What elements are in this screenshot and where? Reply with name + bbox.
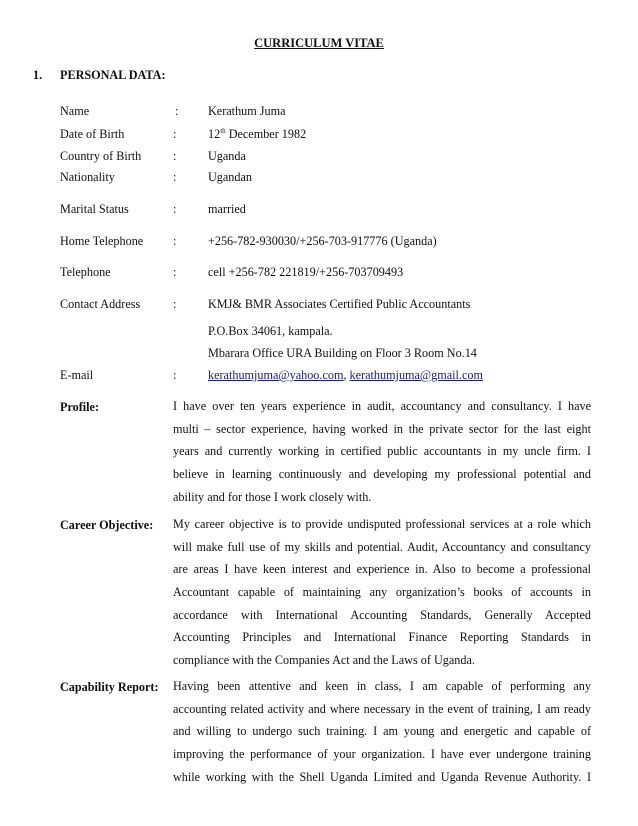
contact-address-line: Mbarara Office URA Building on Floor 3 Room No.14 bbox=[208, 346, 477, 360]
document-title: CURRICULUM VITAE bbox=[254, 36, 384, 50]
dob-label: Date of Birth bbox=[60, 127, 125, 141]
career-objective-heading: Career Objective: bbox=[60, 518, 154, 532]
email-link-gmail[interactable]: kerathumjuma@gmail.com bbox=[349, 368, 483, 382]
nationality-colon: : bbox=[173, 170, 177, 184]
career-line: Accountant capable of maintaining any organization’s books of accounts in bbox=[173, 585, 591, 600]
email-colon: : bbox=[173, 368, 177, 382]
contact-address-line: P.O.Box 34061, kampala. bbox=[208, 324, 333, 338]
contact-address-colon: : bbox=[173, 297, 177, 311]
section-number: 1. bbox=[33, 68, 43, 82]
telephone-label: Telephone bbox=[60, 265, 111, 279]
home-telephone-value: +256-782-930030/+256-703-917776 (Uganda) bbox=[208, 234, 437, 248]
telephone-colon: : bbox=[173, 265, 177, 279]
dob-suffix: th bbox=[220, 127, 226, 135]
capability-report-paragraph bbox=[173, 675, 591, 788]
telephone-value: cell +256-782 221819/+256-703709493 bbox=[208, 265, 404, 279]
capability-line: Having been attentive and keen in class, I am capable of performing any bbox=[173, 679, 591, 693]
career-line: compliance with the Companies Act and the Laws of Uganda. bbox=[173, 653, 475, 668]
home-telephone-label: Home Telephone bbox=[60, 234, 144, 248]
capability-line: improving the performance of your organization. I have ever undergone training bbox=[173, 747, 591, 762]
career-line: will make full use of my skills and potential. Audit, Accountancy and consultancy bbox=[173, 539, 591, 554]
email-label: E-mail bbox=[60, 368, 94, 382]
marital-value: married bbox=[208, 202, 246, 216]
profile-line: ability and for those I work closely with. bbox=[173, 489, 372, 504]
email-link-yahoo[interactable]: kerathumjuma@yahoo.com bbox=[208, 368, 344, 382]
country-colon: : bbox=[173, 149, 177, 163]
profile-line: multi – sector experience, having worked in the private sector for the last eight bbox=[173, 421, 591, 436]
email-value bbox=[208, 368, 483, 383]
name-colon: : bbox=[175, 104, 179, 118]
career-line: accordance with International Accounting Standards, Generally Accepted bbox=[173, 607, 591, 622]
profile-line: believe in learning continuously and developing my professional potential and bbox=[173, 467, 591, 482]
marital-colon: : bbox=[173, 202, 177, 216]
contact-address-label: Contact Address bbox=[60, 297, 141, 311]
email-separator: , bbox=[343, 368, 350, 382]
dob-day: 12 bbox=[208, 127, 221, 141]
career-line: My career objective is to provide undisputed professional services at a role which bbox=[173, 517, 591, 531]
home-telephone-colon: : bbox=[173, 234, 177, 248]
profile-line: I have over ten years experience in audit, accountancy and consultancy. I have bbox=[173, 399, 591, 413]
contact-address-line: KMJ& BMR Associates Certified Public Accountants bbox=[208, 297, 471, 311]
career-line: Accounting Principles and International Finance Reporting Standards in bbox=[173, 630, 591, 645]
capability-report-heading: Capability Report: bbox=[60, 680, 159, 694]
name-value: Kerathum Juma bbox=[208, 104, 286, 118]
country-value: Uganda bbox=[208, 149, 246, 163]
capability-line: accounting related activity and where necessary in the event of training, I am ready bbox=[173, 701, 591, 716]
profile-paragraph bbox=[173, 395, 591, 508]
career-objective-paragraph bbox=[173, 513, 591, 672]
country-label: Country of Birth bbox=[60, 149, 142, 163]
marital-label: Marital Status bbox=[60, 202, 129, 216]
nationality-label: Nationality bbox=[60, 170, 115, 184]
capability-line: while working with the Shell Uganda Limited and Uganda Revenue Authority. I bbox=[173, 769, 591, 784]
dob-value bbox=[208, 127, 306, 142]
name-label: Name bbox=[60, 104, 90, 118]
profile-heading: Profile: bbox=[60, 400, 100, 414]
career-line: are areas I have keen interest and experience in. Also to become a professional bbox=[173, 562, 591, 577]
nationality-value: Ugandan bbox=[208, 170, 252, 184]
capability-line: and willing to undergo such training. I am young and energetic and capable of bbox=[173, 724, 591, 739]
section-title: PERSONAL DATA: bbox=[60, 68, 166, 82]
dob-rest: December 1982 bbox=[225, 127, 307, 141]
dob-colon: : bbox=[173, 127, 177, 141]
profile-line: years and currently working in certified public accountants in my uncle firm. I bbox=[173, 444, 591, 459]
